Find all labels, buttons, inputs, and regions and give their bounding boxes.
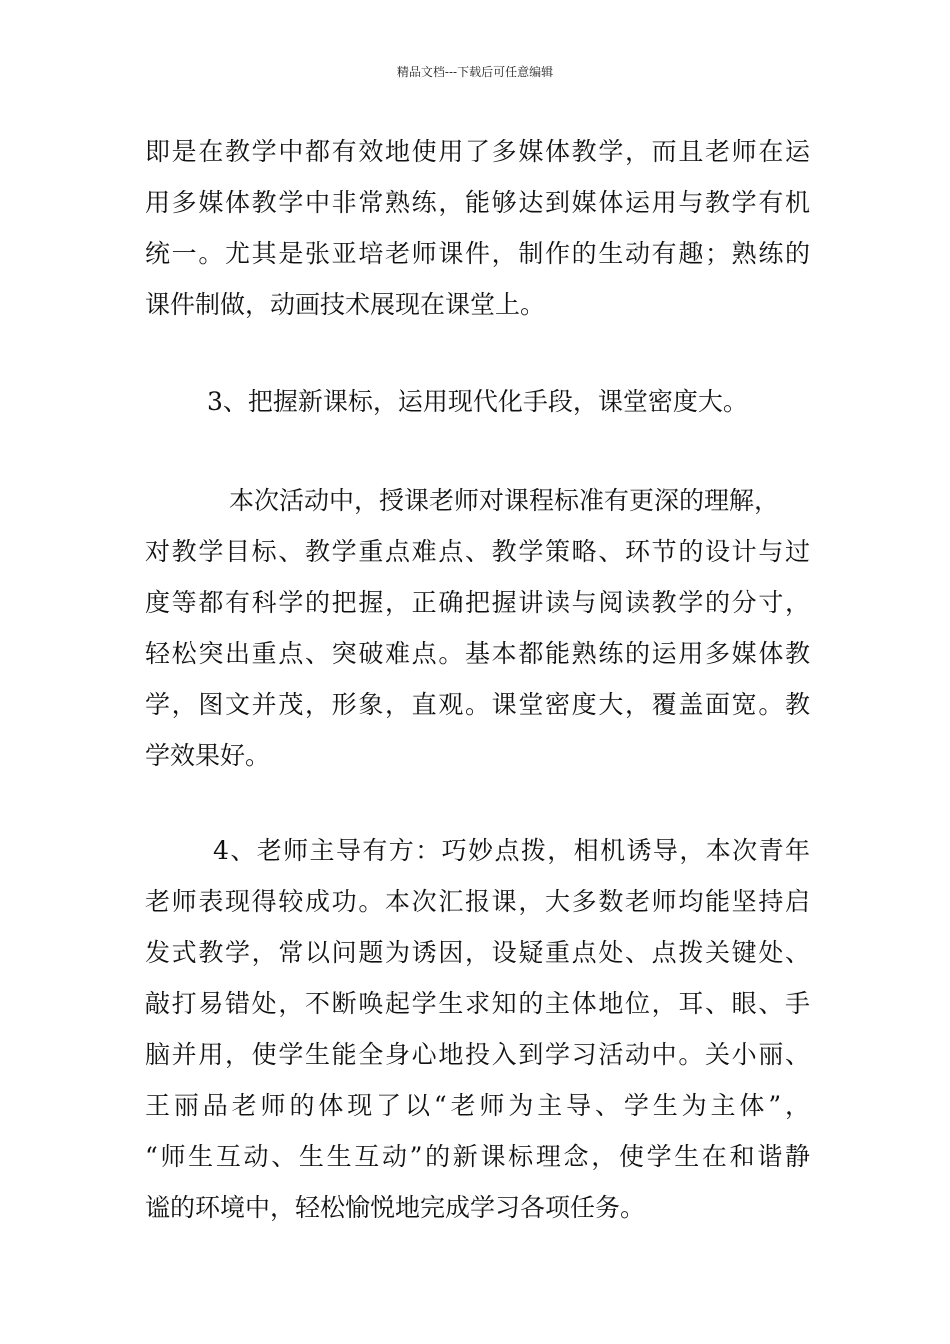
paragraph-2 (145, 376, 810, 427)
text-line: 老师表现得较成功。本次汇报课，大多数老师均能坚持启 (145, 887, 810, 916)
text-line: 度等都有科学的把握，正确把握讲读与阅读教学的分寸， (145, 588, 810, 617)
text-line: 4、老师主导有方：巧妙点拨，相机诱导，本次青年 (213, 836, 810, 865)
text-line: 发式教学，常以问题为诱因，设疑重点处、点拨关键处、 (145, 938, 810, 967)
paragraph-1 (145, 126, 810, 330)
text-line: “师生互动、生生互动”的新课标理念，使学生在和谐静 (145, 1142, 810, 1171)
text-line: 对教学目标、教学重点难点、教学策略、环节的设计与过 (145, 537, 810, 566)
text-line: 统一。尤其是张亚培老师课件，制作的生动有趣；熟练的 (145, 239, 810, 268)
text-line: 学，图文并茂，形象，直观。课堂密度大，覆盖面宽。教 (145, 690, 810, 719)
text-line: 敲打易错处，不断唤起学生求知的主体地位，耳、眼、手 (145, 989, 810, 1018)
text-line: 学效果好。 (145, 741, 271, 770)
text-line: 轻松突出重点、突破难点。基本都能熟练的运用多媒体教 (145, 639, 810, 668)
text-line: 本次活动中，授课老师对课程标准有更深的理解， (229, 486, 780, 515)
text-line: 脑并用，使学生能全身心地投入到学习活动中。关小丽、 (145, 1040, 810, 1069)
paragraph-4 (145, 825, 810, 1233)
paragraph-3 (145, 475, 810, 781)
text-line: 即是在教学中都有效地使用了多媒体教学，而且老师在运 (145, 137, 810, 166)
text-line: 王丽品老师的体现了以“老师为主导、学生为主体”， (145, 1091, 810, 1120)
text-line: 用多媒体教学中非常熟练，能够达到媒体运用与教学有机 (145, 188, 810, 217)
text-line: 课件制做，动画技术展现在课堂上。 (145, 290, 546, 319)
text-line: 谧的环境中，轻松愉悦地完成学习各项任务。 (145, 1193, 646, 1222)
text-line: 3、把握新课标，运用现代化手段，课堂密度大。 (207, 387, 748, 416)
page-header: 精品文档---下载后可任意编辑 (396, 65, 554, 79)
